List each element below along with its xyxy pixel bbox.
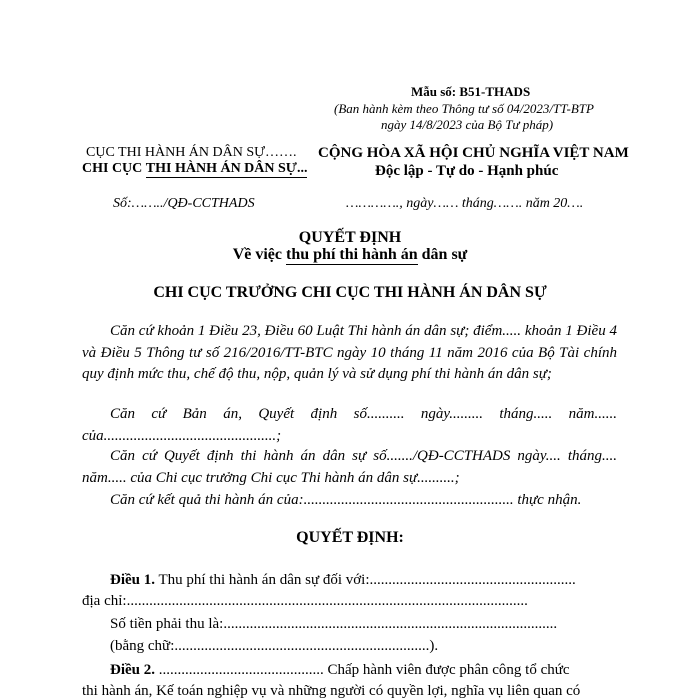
subject-suffix: dân sự	[417, 246, 468, 263]
article-2-label: Điều 2.	[110, 662, 155, 678]
agency-line1: CỤC THI HÀNH ÁN DÂN SỰ…….	[86, 145, 297, 160]
issuing-authority: CHI CỤC TRƯỞNG CHI CỤC THI HÀNH ÁN DÂN SỰ	[153, 284, 547, 301]
motto: Độc lập - Tự do - Hạnh phúc	[375, 163, 559, 179]
agency-line2-underlined: THI HÀNH ÁN DÂN SỰ...	[145, 161, 308, 176]
title-divider	[290, 264, 412, 265]
article-1-address: địa chỉ:...........................................................................................................	[82, 593, 528, 609]
document-title: QUYẾT ĐỊNH	[298, 229, 402, 246]
article-1-text: Thu phí thi hành án dân sự đối với:.......................................................	[155, 572, 576, 588]
basis-paragraph-1: Căn cứ khoản 1 Điều 23, Điều 60 Luật Thi hành án dân sự; điểm..... khoản 1 Điều 4 và Điều 5 Thông tư số 216/2016/TT-BTC ngày 10 tháng 11 năm 2016 của Bộ Tài chính quy định mức thu, chế độ thu, nộp, quản lý và sử dụng phí thi hành án dân sự;	[82, 323, 617, 382]
nation-title: CỘNG HÒA XÃ HỘI CHỦ NGHĨA VIỆT NAM	[318, 145, 629, 161]
basis-paragraph-4: Căn cứ kết quả thi hành án của:........................................................ thực nhận.	[110, 492, 582, 508]
article-1-amount: Số tiền phải thu là:.........................................................................................	[110, 616, 558, 632]
form-issued-line2: ngày 14/8/2023 của Bộ Tư pháp)	[381, 117, 554, 132]
article-2-text-1: ............................................ Chấp hành viên được phân công tổ chức	[155, 662, 570, 678]
document-number: Số:……../QĐ-CCTHADS	[113, 196, 255, 211]
article-2-text-2: thi hành án, Kế toán nghiệp vụ và những người có quyền lợi, nghĩa vụ liên quan có	[82, 683, 581, 699]
article-1	[110, 572, 576, 589]
document-date: …………., ngày…… tháng……. năm 20….	[346, 196, 584, 211]
article-2	[110, 662, 570, 679]
basis-paragraph-3: Căn cứ Quyết định thi hành án dân sự số......./QĐ-CCTHADS ngày.... tháng.... năm..... của Chi cục trưởng Chi cục Thi hành án dân sự..........;	[82, 448, 617, 486]
article-1-label: Điều 1.	[110, 572, 155, 588]
form-code: Mẫu số: B51-THADS	[411, 84, 531, 99]
agency-line2-prefix: CHI CỤC	[82, 161, 146, 176]
document-subject	[0, 246, 700, 265]
form-issued-line1: (Ban hành kèm theo Thông tư số 04/2023/TT-BTP	[334, 101, 594, 116]
subject-underlined: thu phí thi hành án	[286, 246, 418, 263]
subject-prefix: Về việc	[232, 246, 287, 263]
article-1-amount-words: (bằng chữ:....................................................................).	[110, 638, 439, 654]
basis-paragraph-2: Căn cứ Bản án, Quyết định số.......... ngày......... tháng..... năm...... của..............................................;	[82, 406, 617, 444]
decision-heading: QUYẾT ĐỊNH:	[296, 529, 404, 546]
agency-line2	[82, 161, 307, 178]
